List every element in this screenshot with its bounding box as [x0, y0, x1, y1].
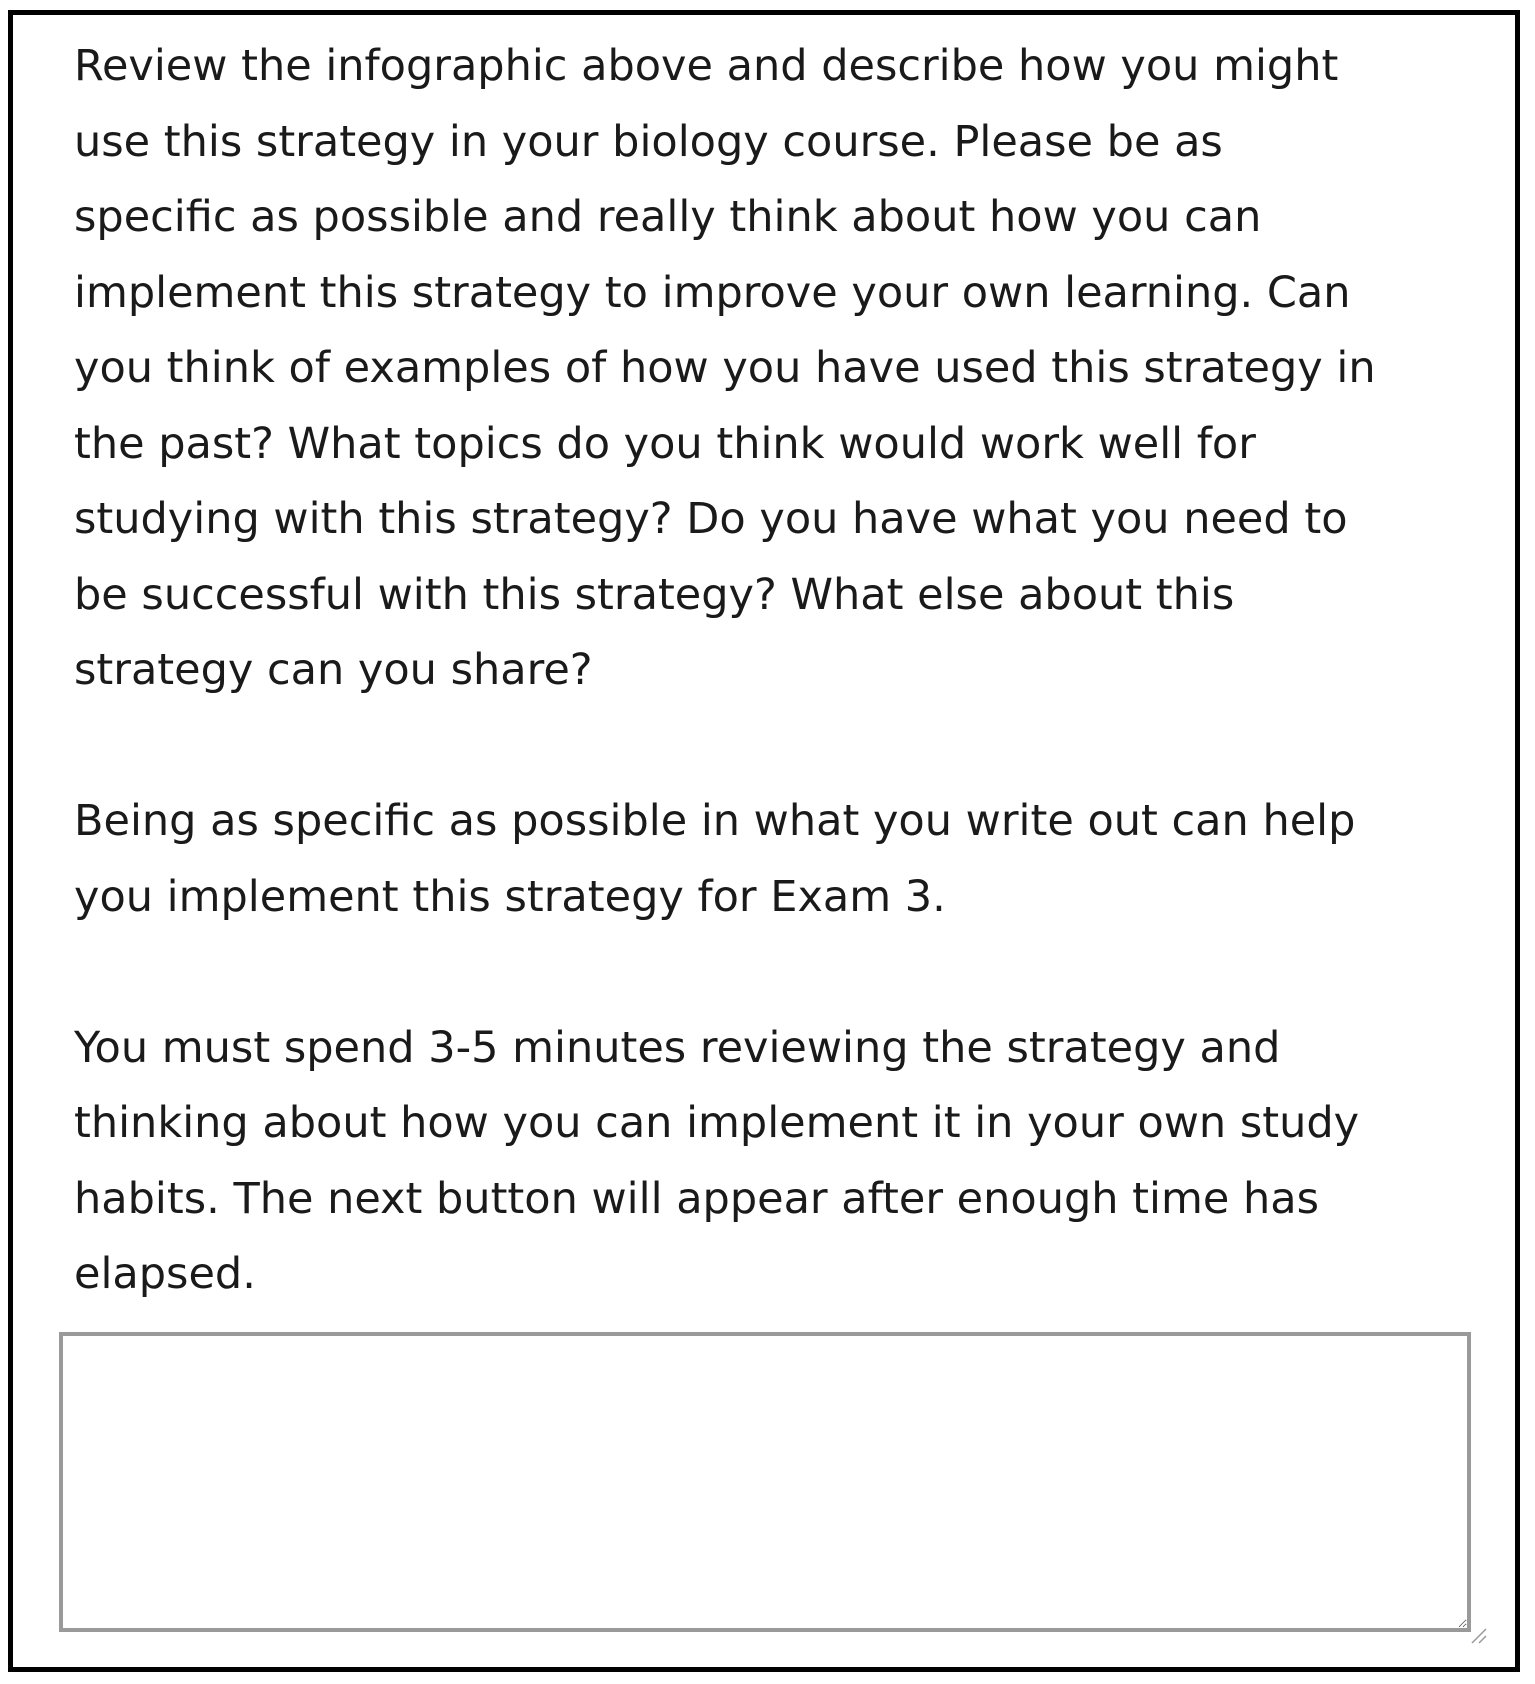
prompt-paragraph-2: Being as specific as possible in what you write out can help you implement this strategy for Exam 3. [74, 796, 1356, 922]
prompt-paragraph-1: Review the infographic above and describe how you might use this strategy in your biology course. Please be as specific as possible and really think about how you can implement this strategy to improve your own learning. Can you think of examples of how you have used this strategy in the past? What topics do you think would work well for studying with this strategy? Do you have what you need to be successful with this strategy? What else about this strategy can you share? [74, 41, 1376, 695]
prompt-paragraph-3: You must spend 3-5 minutes reviewing the strategy and thinking about how you can implement it in your own study habits. The next button will appear after enough time has elapsed. [74, 1022, 1360, 1299]
response-textarea[interactable] [59, 1332, 1471, 1632]
question-text [74, 29, 1494, 1313]
